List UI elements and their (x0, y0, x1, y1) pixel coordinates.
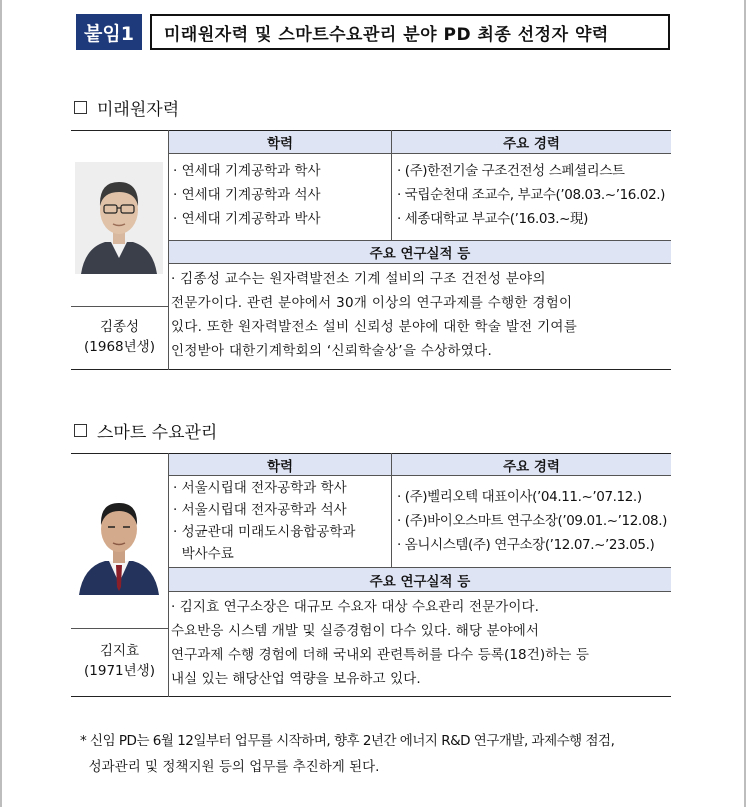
profile-table-kim-jihyo (71, 453, 671, 697)
career-item: · (주)바이오스마트 연구소장(’09.01.~’12.08.) (397, 513, 667, 529)
person-name-box (71, 628, 168, 681)
checkbox-icon (74, 424, 87, 437)
header-career: 주요 경력 (392, 454, 671, 476)
checkbox-icon (74, 101, 87, 114)
education-item: 박사수료 (173, 546, 234, 562)
section-heading-nuclear (74, 95, 179, 120)
profile-photo (75, 483, 163, 595)
career-item: · 세종대학교 부교수(’16.03.~現) (397, 211, 588, 227)
section-heading-label: 스마트 수요관리 (97, 423, 218, 443)
header-research: 주요 연구실적 등 (169, 568, 671, 592)
header-research: 주요 연구실적 등 (169, 241, 671, 264)
education-item: · 연세대 기계공학과 석사 (173, 187, 321, 203)
research-line: 수요반응 시스템 개발 및 실증경험이 다수 있다. 해당 분야에서 (171, 623, 540, 639)
profile-photo (75, 162, 163, 274)
research-line: 인정받아 대한기계학회의 ‘신뢰학술상’을 수상하였다. (171, 343, 493, 359)
research-paragraph (171, 595, 671, 691)
header-education: 학력 (169, 454, 391, 476)
section-heading-label: 미래원자력 (97, 100, 180, 120)
career-item: · (주)벨리오텍 대표이사(’04.11.~’07.12.) (397, 489, 642, 505)
research-paragraph (171, 267, 671, 363)
education-list (173, 477, 355, 565)
footnote-line: * 신임 PD는 6월 12일부터 업무를 시작하며, 향후 2년간 에너지 R&D 연구개발, 과제수행 점검, (80, 733, 615, 749)
person-name: 김종성 (99, 319, 140, 335)
person-name-box (71, 306, 168, 357)
research-line: 내실 있는 해당산업 역량을 보유하고 있다. (171, 671, 421, 687)
education-item: · 서울시립대 전자공학과 학사 (173, 480, 347, 496)
profile-table-kim-jongsung (71, 130, 671, 370)
footnote (80, 728, 680, 780)
page-border-left (0, 0, 2, 807)
footnote-line: 성과관리 및 정책지원 등의 업무를 추진하게 된다. (80, 759, 380, 775)
person-birth-year: (1971년생) (84, 663, 155, 679)
person-birth-year: (1968년생) (84, 339, 155, 355)
career-list (397, 159, 665, 231)
section-heading-smart-demand (74, 418, 217, 443)
education-list (173, 159, 321, 231)
research-line: · 김종성 교수는 원자력발전소 기계 설비의 구조 건전성 분야의 (171, 271, 546, 287)
research-line: 전문가이다. 관련 분야에서 30개 이상의 연구과제를 수행한 경험이 (171, 295, 573, 311)
document-header (76, 14, 670, 50)
document-title: 미래원자력 및 스마트수요관리 분야 PD 최종 선정자 약력 (150, 14, 670, 50)
education-item: · 성균관대 미래도시융합공학과 (173, 524, 356, 540)
education-item: · 연세대 기계공학과 학사 (173, 163, 321, 179)
header-education: 학력 (169, 131, 391, 154)
research-line: 연구과제 수행 경험에 더해 국내외 관련특허를 다수 등록(18건)하는 등 (171, 647, 590, 663)
career-list (397, 485, 667, 557)
attachment-tag: 붙임1 (76, 14, 142, 50)
header-career: 주요 경력 (392, 131, 671, 154)
education-item: · 연세대 기계공학과 박사 (173, 211, 321, 227)
research-line: 있다. 또한 원자력발전소 설비 신뢰성 분야에 대한 학술 발전 기여를 (171, 319, 578, 335)
career-item: · (주)한전기술 구조건전성 스페셜리스트 (397, 163, 625, 179)
research-line: · 김지효 연구소장은 대규모 수요자 대상 수요관리 전문가이다. (171, 599, 540, 615)
education-item: · 서울시립대 전자공학과 석사 (173, 502, 347, 518)
career-item: · 국립순천대 조교수, 부교수(’08.03.~’16.02.) (397, 187, 666, 203)
person-name: 김지효 (99, 643, 140, 659)
career-item: · 옴니시스템(주) 연구소장(’12.07.~’23.05.) (397, 537, 655, 553)
